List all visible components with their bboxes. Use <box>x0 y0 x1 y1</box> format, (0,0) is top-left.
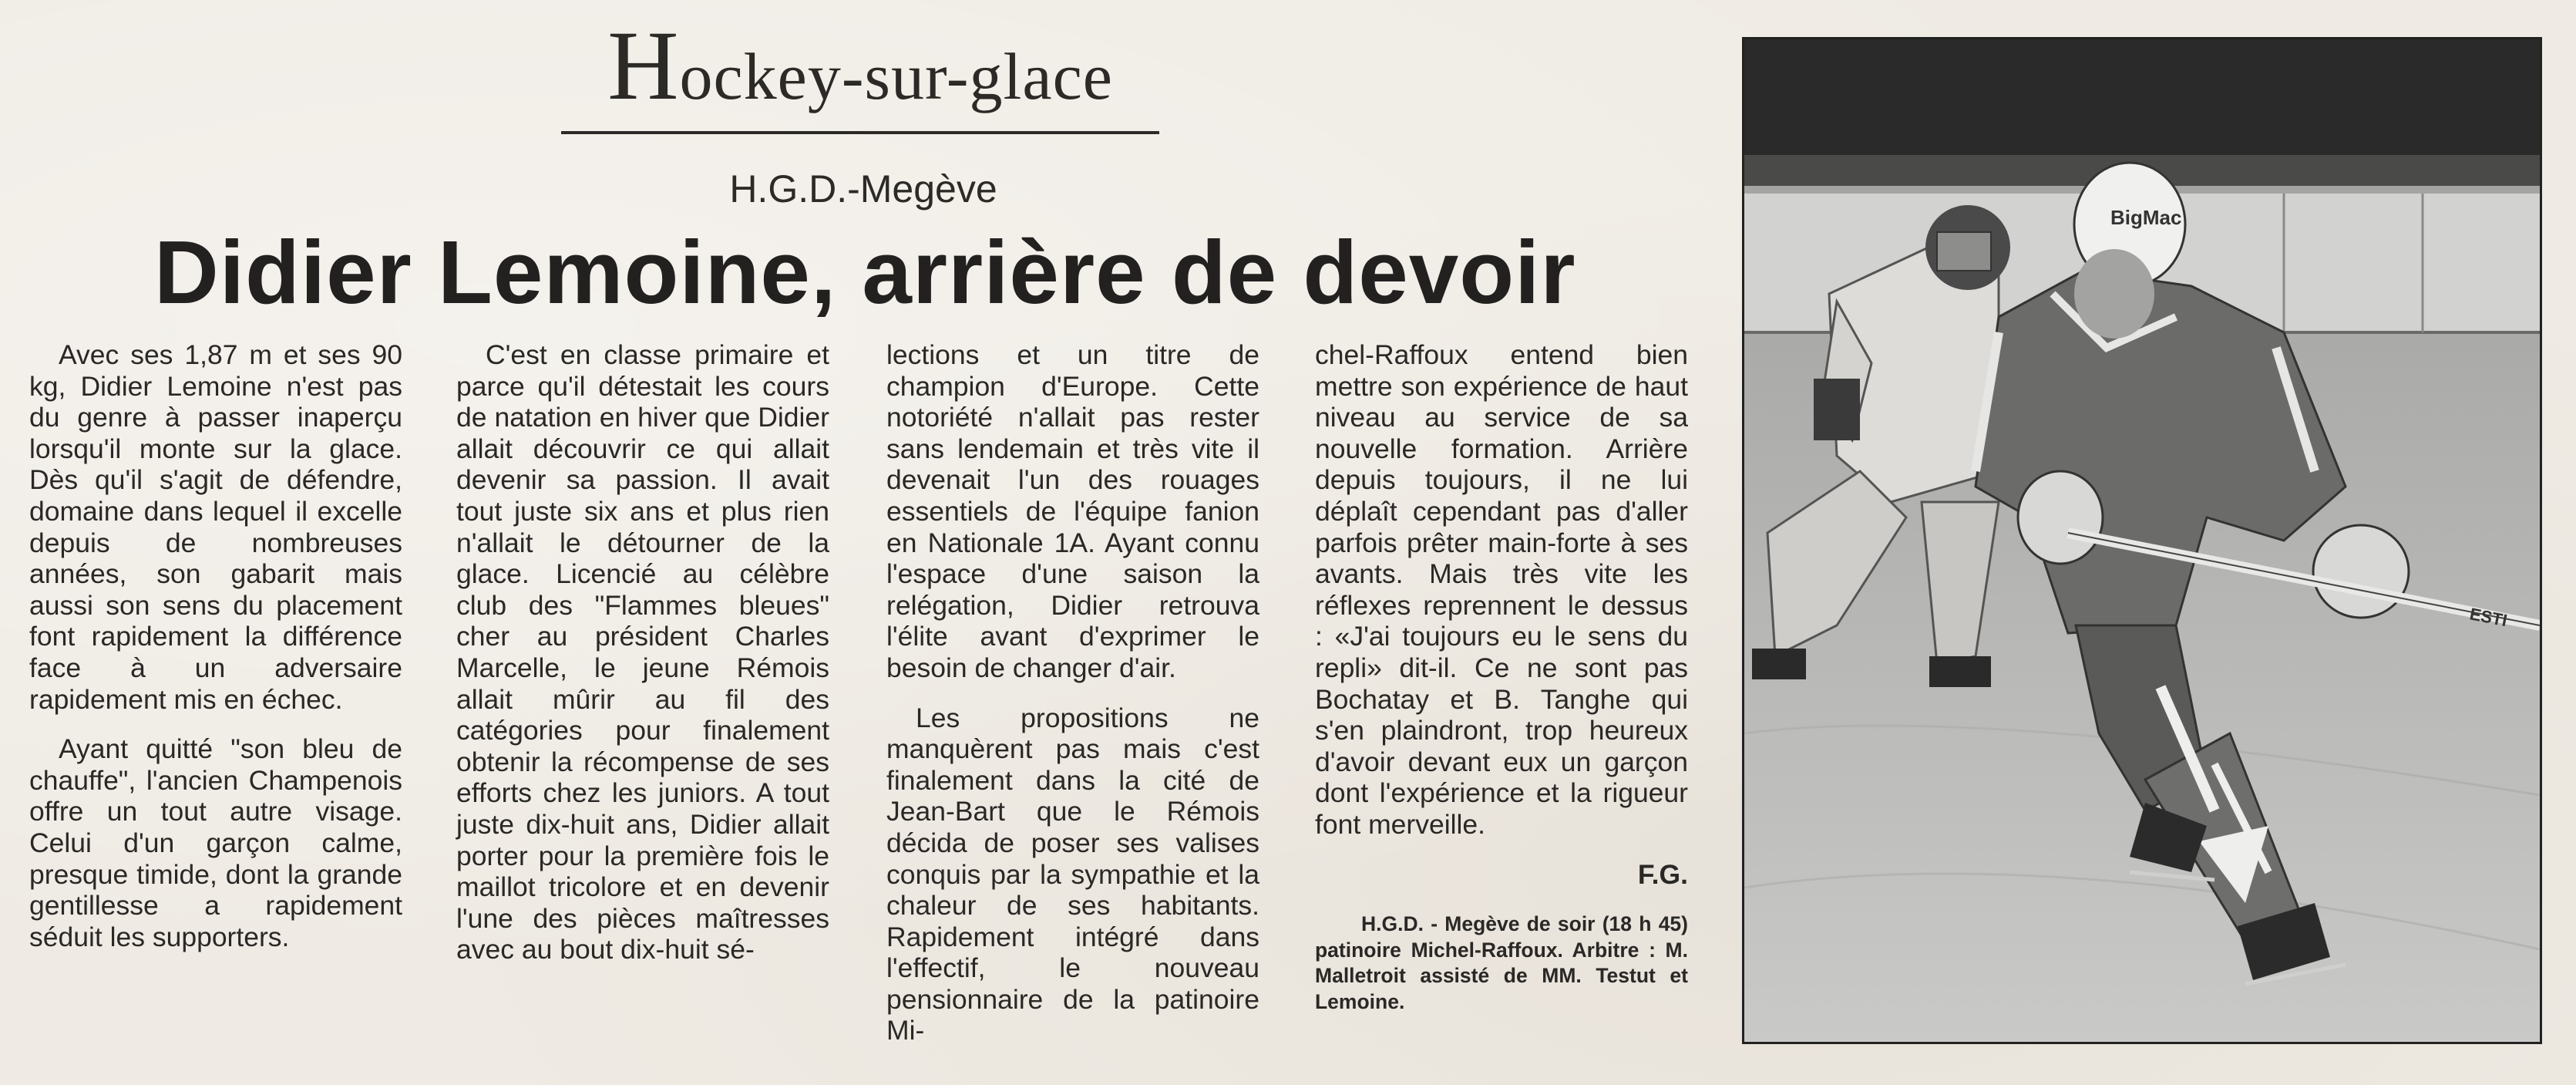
paragraph: C'est en classe primaire et parce qu'il détestait les cours de natation en hiver que Didier allait découvrir ce qui allait devenir sa passion. Il avait tout juste six ans et plus rien n'allait le détourner de la glace. Licencié au célèbre club des "Flammes bleues" cher au président Charles Marcelle, le jeune Rémois allait mûrir au fil des catégories pour finalement obtenir la récompense de ses efforts chez les juniors. A tout juste dix-huit ans, Didier allait porter pour la première fois le maillot tricolore et en devenir l'une des pièces maîtresses avec au bout dix-huit sé- <box>456 339 829 965</box>
article-column-4 <box>1315 339 1688 1033</box>
section-title-initial: H <box>607 11 680 120</box>
paragraph: lections et un titre de champion d'Europe. Cette notoriété n'allait pas rester sans lendemain et très vite il devenait l'un des rouages essentiels de l'équipe fanion en Nationale 1A. Ayant connu l'espace d'une saison la relégation, Didier retrouva l'élite avant d'exprimer le besoin de changer d'air. <box>886 339 1259 683</box>
stick-text: ESTI <box>2468 604 2509 631</box>
photo-caption: H.G.D. - Megève de soir (18 h 45) patinoire Michel-Raffoux. Arbitre : M. Malletroit assisté de MM. Testut et Lemoine. <box>1315 912 1688 1013</box>
section-title-rule <box>561 131 1159 134</box>
headline: Didier Lemoine, arrière de devoir <box>154 222 1576 322</box>
paragraph: Ayant quitté "son bleu de chauffe", l'ancien Champenois offre un tout autre visage. Celui d'un garçon calme, presque timide, dont la grande gentillesse a rapidement séduit les supporters. <box>29 733 402 952</box>
section-title-rest: ockey-sur-glace <box>679 39 1113 113</box>
article-column-1 <box>29 339 402 971</box>
paragraph: Avec ses 1,87 m et ses 90 kg, Didier Lemoine n'est pas du genre à passer inaperçu lorsqu'il monte sur la glace. Dès qu'il s'agit de défendre, domaine dans lequel il excelle depuis de nombreuses années, son gabarit mais aussi son sens du placement font rapidement la différence face à un adversaire rapidement mis en échec. <box>29 339 402 715</box>
kicker: H.G.D.-Megève <box>729 167 997 211</box>
hockey-photo <box>1742 37 2542 1044</box>
paragraph: chel-Raffoux entend bien mettre son expérience de haut niveau au service de sa nouvelle formation. Arrière depuis toujours, il ne lui déplaît cependant pas d'aller parfois prêter main-forte à ses avants. Mais très vite les réflexes reprennent le dessus : «J'ai toujours eu le sens du repli» dit-il. Ce ne sont pas Bochatay et B. Tanghe qui s'en plaindront, trop heureux d'avoir devant eux un garçon dont l'expérience et la rigueur font merveille. <box>1315 339 1688 840</box>
paragraph: Les propositions ne manquèrent pas mais c'est finalement dans la cité de Jean-Bart que le Rémois décida de poser ses valises conquis par la sympathie et la chaleur de ses habitants. Rapidement intégré dans l'effectif, le nouveau pensionnaire de la patinoire Mi- <box>886 702 1259 1046</box>
author-signature: F.G. <box>1637 858 1688 890</box>
section-title <box>561 11 1159 120</box>
helmet-logo: BigMac <box>2110 206 2182 229</box>
hockey-players-image <box>1744 39 2540 1042</box>
article-column-3 <box>886 339 1259 1065</box>
article-column-2 <box>456 339 829 984</box>
